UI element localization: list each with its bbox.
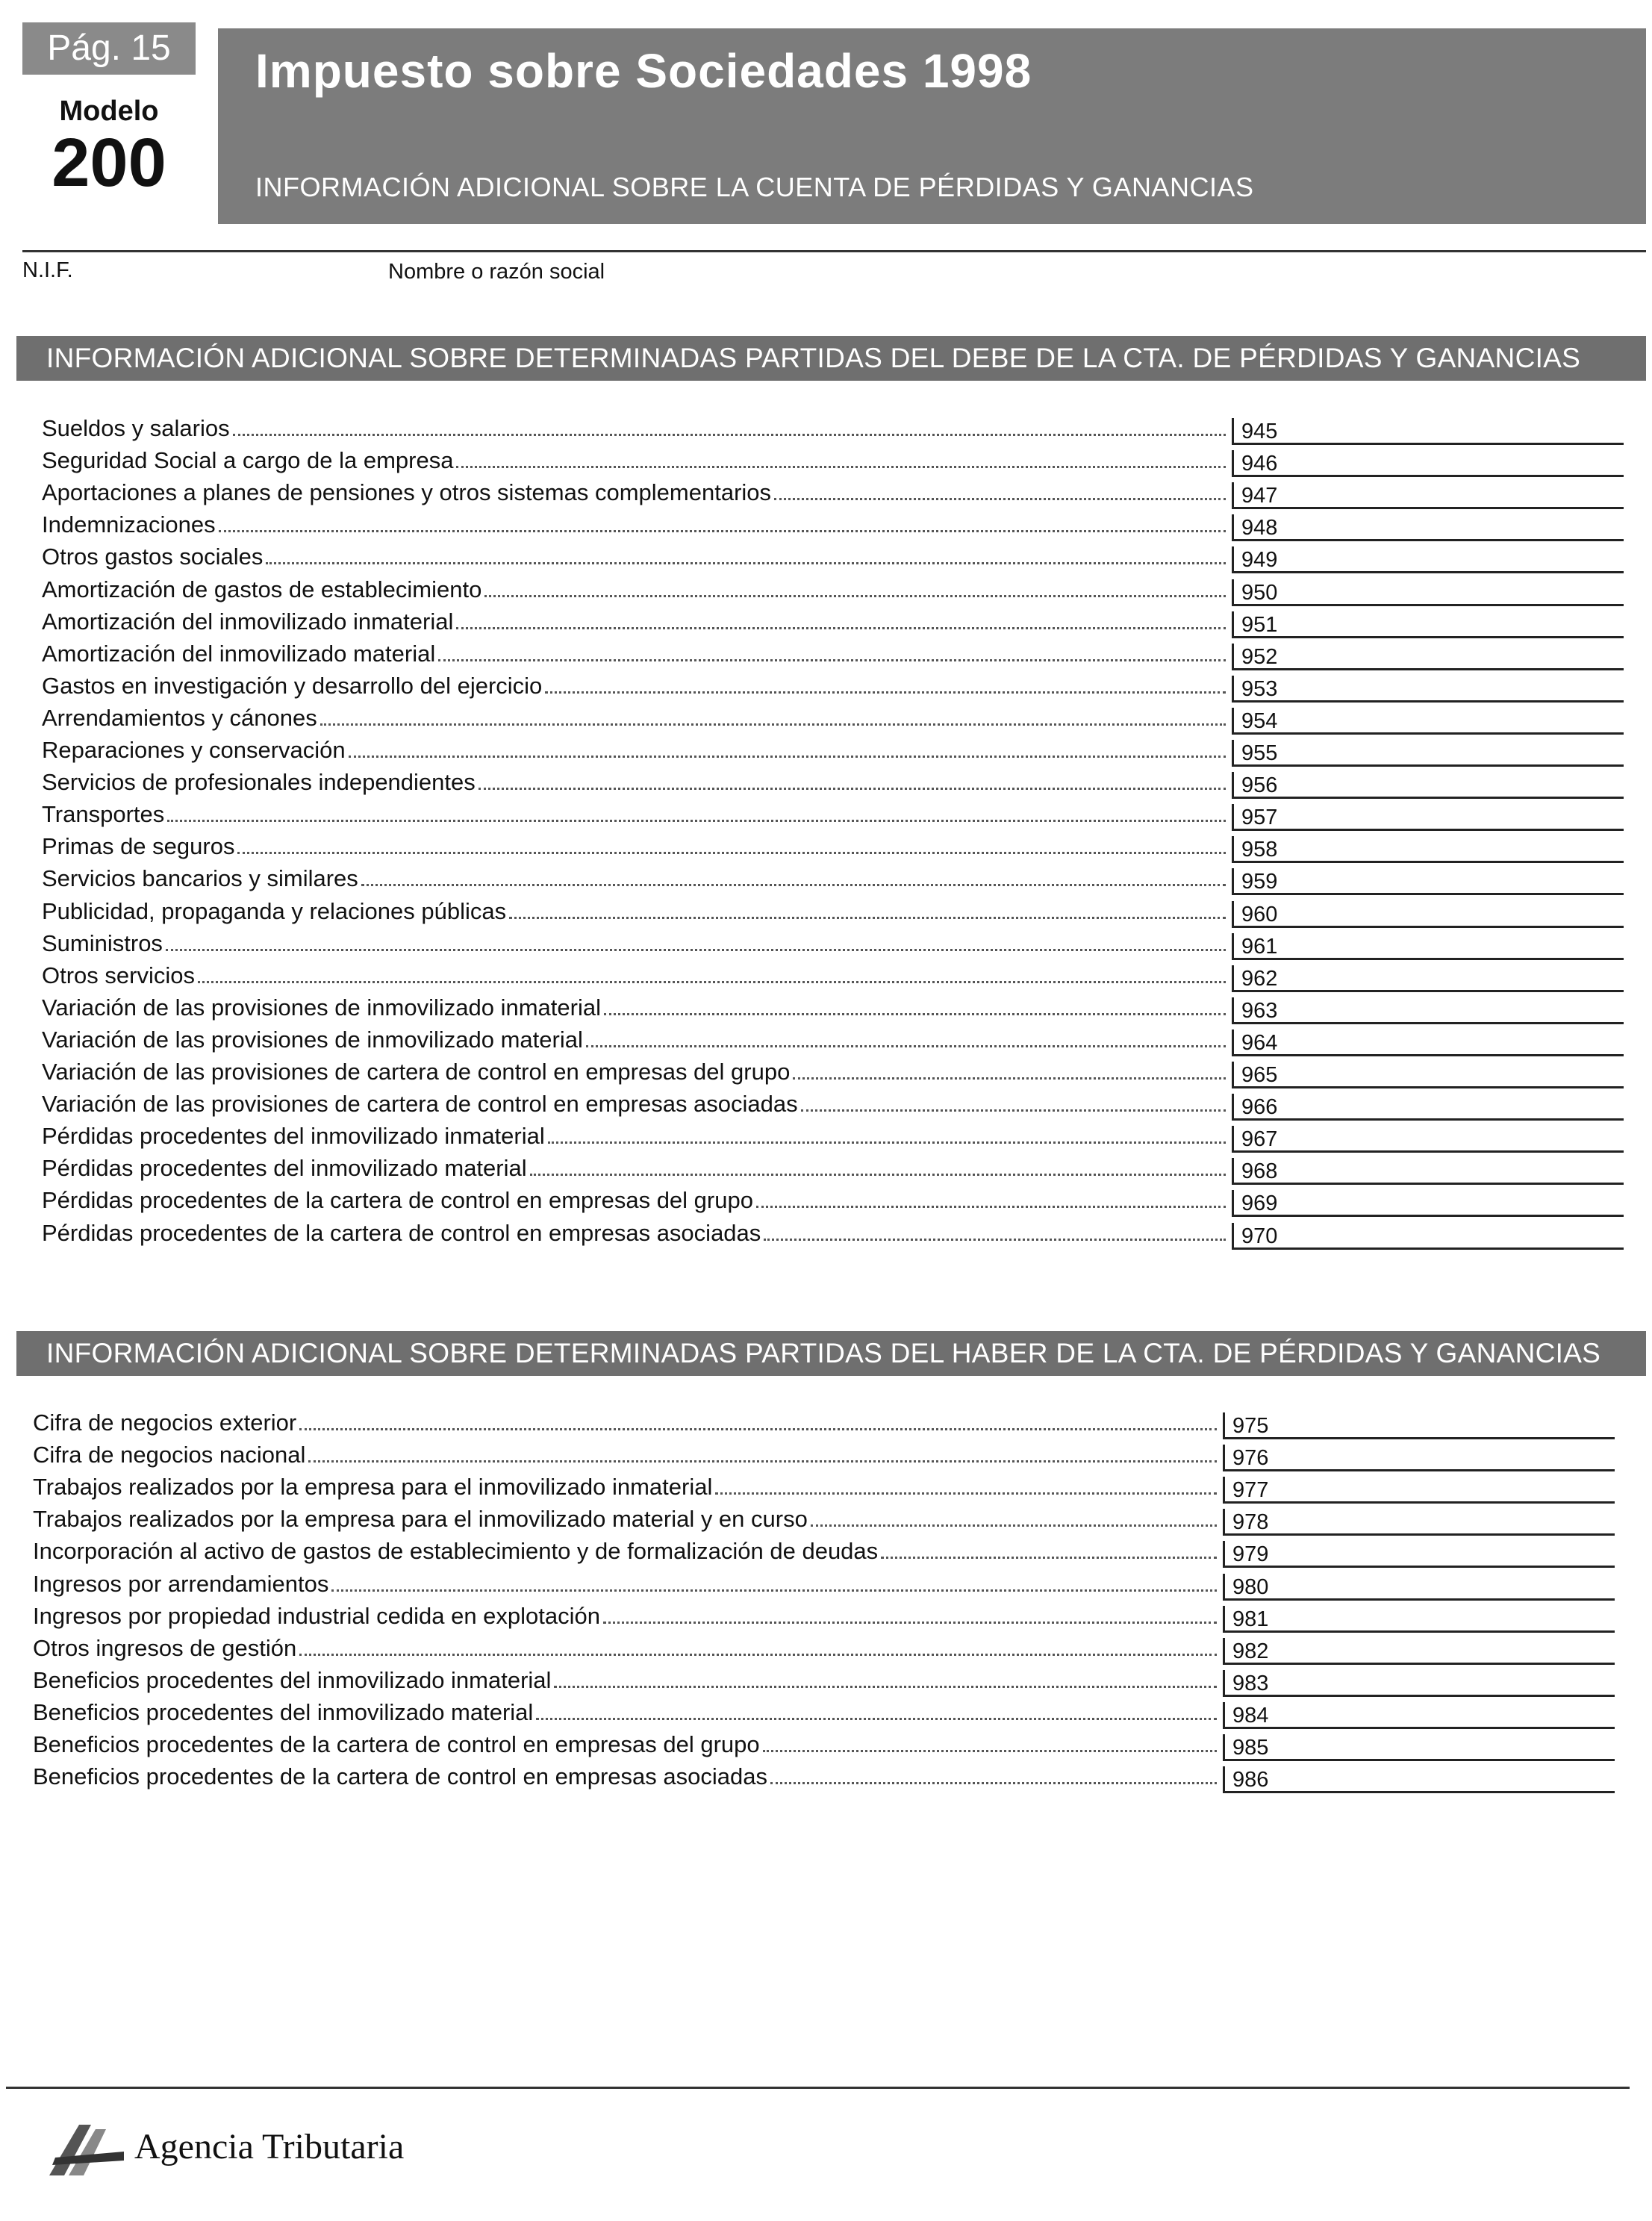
row-label [33,1603,1217,1630]
haber-section-header: INFORMACIÓN ADICIONAL SOBRE DETERMINADAS PARTIDAS DEL HABER DE LA CTA. DE PÉRDIDAS Y GANANCIAS [16,1331,1646,1376]
box-code: 952 [1241,644,1278,669]
box-code: 968 [1241,1159,1278,1184]
row-label [42,962,1226,989]
amount-field-977[interactable] [1223,1477,1615,1504]
row-label-text: Indemnizaciones [42,511,216,538]
amount-field-981[interactable] [1223,1606,1615,1633]
nif-field[interactable]: N.I.F. [22,258,73,282]
row-label-text: Beneficios procedentes del inmovilizado inmaterial [33,1666,552,1693]
form-row-965 [42,1056,1624,1088]
footer-divider [6,2087,1630,2089]
row-label-text: Seguridad Social a cargo de la empresa [42,447,454,474]
amount-field-983[interactable] [1223,1670,1615,1697]
form-row-959 [42,862,1624,894]
dot-leader [166,930,1226,951]
form-row-983 [33,1664,1615,1696]
box-code: 965 [1241,1063,1278,1087]
row-label-text: Servicios de profesionales independientes [42,769,476,796]
dot-leader [801,1091,1226,1112]
row-label [42,641,1226,667]
row-label-text: Publicidad, propaganda y relaciones públicas [42,897,507,924]
box-code: 984 [1232,1703,1269,1728]
dot-leader [237,833,1226,854]
amount-field-951[interactable] [1232,611,1624,638]
box-code: 949 [1241,548,1278,573]
dot-leader [881,1538,1217,1559]
row-label-text: Beneficios procedentes de la cartera de control en empresas asociadas [33,1763,767,1790]
row-label [42,898,1226,925]
amount-field-966[interactable] [1232,1094,1624,1121]
identification-row [22,250,1646,295]
dot-leader [219,511,1226,532]
dot-leader [299,1635,1217,1656]
box-code: 950 [1241,580,1278,605]
amount-field-957[interactable] [1232,804,1624,831]
box-code: 981 [1232,1607,1269,1631]
row-label [42,576,1226,603]
amount-field-962[interactable] [1232,965,1624,992]
dot-leader [603,1603,1217,1624]
amount-field-947[interactable] [1232,482,1624,509]
dot-leader [536,1699,1217,1720]
dot-leader [770,1763,1217,1784]
row-label-text: Cifra de negocios nacional [33,1442,306,1468]
form-row-975 [33,1407,1615,1439]
row-label [33,1699,1217,1726]
box-code: 963 [1241,998,1278,1023]
modelo-label: Modelo [59,96,159,127]
box-code: 979 [1232,1542,1269,1567]
box-code: 957 [1241,806,1278,830]
form-row-945 [42,412,1624,444]
dot-leader [349,737,1226,758]
form-row-966 [42,1088,1624,1120]
form-row-964 [42,1024,1624,1056]
dot-leader [266,543,1226,564]
form-row-953 [42,670,1624,702]
form-row-952 [42,638,1624,670]
row-label [42,673,1226,700]
row-label [42,543,1226,570]
row-label [42,1123,1226,1150]
box-code: 969 [1241,1192,1278,1216]
form-row-951 [42,605,1624,638]
box-code: 946 [1241,452,1278,476]
dot-leader [479,769,1226,790]
dot-leader [763,1731,1217,1752]
row-label [42,705,1226,732]
box-code: 975 [1232,1414,1269,1438]
dot-leader [198,962,1226,983]
dot-leader [545,673,1226,694]
amount-field-949[interactable] [1232,546,1624,573]
amount-field-967[interactable] [1232,1126,1624,1153]
box-code: 947 [1241,484,1278,508]
row-label [33,1667,1217,1694]
amount-field-986[interactable] [1223,1766,1615,1793]
amount-field-985[interactable] [1223,1734,1615,1761]
form-row-980 [33,1568,1615,1600]
modelo-number: 200 [52,125,166,201]
box-code: 958 [1241,838,1278,862]
row-label-text: Ingresos por propiedad industrial cedida en explotación [33,1602,600,1629]
row-label [33,1538,1217,1565]
amount-field-984[interactable] [1223,1702,1615,1729]
box-code: 960 [1241,902,1278,926]
row-label [42,479,1226,506]
amount-field-982[interactable] [1223,1638,1615,1665]
dot-leader [299,1409,1217,1430]
box-code: 982 [1232,1639,1269,1663]
row-label [42,608,1226,635]
form-row-978 [33,1503,1615,1535]
form-row-963 [42,991,1624,1024]
row-label-text: Variación de las provisiones de cartera de control en empresas del grupo [42,1059,791,1085]
amount-field-965[interactable] [1232,1062,1624,1088]
row-label-text: Otros gastos sociales [42,543,264,570]
amount-field-979[interactable] [1223,1541,1615,1568]
dot-leader [308,1442,1217,1463]
debe-section-header: INFORMACIÓN ADICIONAL SOBRE DETERMINADAS PARTIDAS DEL DEBE DE LA CTA. DE PÉRDIDAS Y GANANCIAS [16,336,1646,381]
amount-field-970[interactable] [1232,1223,1624,1250]
row-label-text: Otros ingresos de gestión [33,1634,297,1661]
row-label [33,1635,1217,1662]
row-label [42,1187,1226,1214]
row-label-text: Ingresos por arrendamientos [33,1570,329,1597]
company-name-field[interactable]: Nombre o razón social [388,260,605,284]
box-code: 980 [1232,1574,1269,1599]
row-label [33,1731,1217,1758]
form-row-968 [42,1152,1624,1184]
dot-leader [233,415,1226,436]
amount-field-946[interactable] [1232,450,1624,477]
row-label-text: Pérdidas procedentes del inmovilizado material [42,1155,527,1182]
box-code: 985 [1232,1736,1269,1760]
row-label [33,1474,1217,1501]
dot-leader [793,1059,1226,1080]
page-number-badge: Pág. 15 [22,22,196,75]
row-label-text: Pérdidas procedentes de la cartera de control en empresas del grupo [42,1187,753,1214]
amount-field-950[interactable] [1232,579,1624,606]
dot-leader [554,1667,1217,1688]
box-code: 956 [1241,773,1278,798]
dot-leader [715,1474,1217,1495]
amount-field-961[interactable] [1232,933,1624,960]
header-band [218,28,1646,224]
row-label [42,415,1226,442]
row-label-text: Primas de seguros [42,833,235,860]
form-row-967 [42,1120,1624,1152]
row-label [33,1763,1217,1790]
amount-field-978[interactable] [1223,1509,1615,1536]
amount-field-953[interactable] [1232,676,1624,703]
row-label-text: Incorporación al activo de gastos de establecimiento y de formalización de deudas [33,1538,879,1565]
form-row-976 [33,1439,1615,1471]
amount-field-956[interactable] [1232,772,1624,799]
row-label [33,1442,1217,1468]
row-label-text: Cifra de negocios exterior [33,1409,297,1436]
amount-field-960[interactable] [1232,901,1624,928]
box-code: 978 [1232,1510,1269,1535]
row-label [42,1220,1226,1247]
box-code: 954 [1241,708,1278,733]
box-code: 945 [1241,420,1278,443]
dot-leader [548,1123,1226,1144]
row-label [42,1091,1226,1118]
dot-leader [586,1027,1226,1047]
agency-name: Agencia Tributaria [134,2127,405,2167]
row-label [33,1571,1217,1598]
amount-field-964[interactable] [1232,1029,1624,1056]
box-code: 961 [1241,934,1278,959]
dot-leader [320,705,1226,726]
form-row-984 [33,1696,1615,1728]
form-row-946 [42,444,1624,476]
dot-leader [811,1506,1217,1527]
page-subtitle: INFORMACIÓN ADICIONAL SOBRE LA CUENTA DE PÉRDIDAS Y GANANCIAS [255,172,1254,202]
row-label-text: Variación de las provisiones de inmovilizado material [42,1026,583,1053]
dot-leader [530,1155,1226,1176]
row-label-text: Suministros [42,929,163,956]
row-label-text: Amortización de gastos de establecimiento [42,576,482,602]
amount-field-975[interactable] [1223,1412,1615,1439]
dot-leader [774,479,1226,500]
row-label-text: Variación de las provisiones de cartera de control en empresas asociadas [42,1091,798,1118]
form-row-954 [42,702,1624,734]
row-label-text: Beneficios procedentes del inmovilizado material [33,1698,534,1725]
box-code: 948 [1241,516,1278,541]
box-code: 986 [1232,1768,1269,1792]
row-label-text: Amortización del inmovilizado inmaterial [42,608,454,635]
row-label [42,447,1226,474]
row-label-text: Pérdidas procedentes del inmovilizado inmaterial [42,1123,545,1150]
form-row-950 [42,573,1624,605]
page-title: Impuesto sobre Sociedades 1998 [255,44,1032,98]
row-label-text: Pérdidas procedentes de la cartera de control en empresas asociadas [42,1219,761,1246]
amount-field-963[interactable] [1232,997,1624,1024]
dot-leader [167,801,1226,822]
form-row-958 [42,830,1624,862]
dot-leader [604,994,1226,1015]
dot-leader [484,576,1226,597]
form-row-961 [42,927,1624,959]
row-label [42,930,1226,957]
amount-field-958[interactable] [1232,836,1624,863]
amount-field-980[interactable] [1223,1574,1615,1601]
dot-leader [438,641,1226,661]
row-label [42,801,1226,828]
form-row-949 [42,541,1624,573]
agencia-tributaria-logo-icon [46,2119,127,2178]
amount-field-969[interactable] [1232,1190,1624,1217]
form-row-982 [33,1632,1615,1664]
row-label [42,833,1226,860]
amount-field-968[interactable] [1232,1158,1624,1185]
row-label [33,1409,1217,1436]
form-row-960 [42,895,1624,927]
box-code: 953 [1241,676,1278,701]
amount-field-976[interactable] [1223,1445,1615,1471]
box-code: 966 [1241,1095,1278,1120]
row-label [42,1155,1226,1182]
row-label [42,769,1226,796]
form-row-981 [33,1600,1615,1632]
row-label-text: Beneficios procedentes de la cartera de control en empresas del grupo [33,1731,760,1757]
dot-leader [361,865,1226,886]
form-row-955 [42,734,1624,766]
dot-leader [331,1571,1217,1592]
box-code: 955 [1241,741,1278,765]
form-row-962 [42,959,1624,991]
row-label [33,1506,1217,1533]
row-label-text: Arrendamientos y cánones [42,704,317,731]
box-code: 977 [1232,1478,1269,1503]
row-label-text: Amortización del inmovilizado material [42,640,436,667]
row-label-text: Variación de las provisiones de inmovilizado inmaterial [42,994,601,1021]
row-label [42,994,1226,1021]
box-code: 970 [1241,1224,1278,1248]
row-label [42,511,1226,538]
box-code: 964 [1241,1030,1278,1055]
amount-field-959[interactable] [1232,868,1624,895]
dot-leader [509,898,1226,919]
dot-leader [456,447,1226,468]
amount-field-945[interactable] [1232,418,1624,445]
form-row-948 [42,508,1624,541]
form-row-986 [33,1760,1615,1792]
row-label-text: Servicios bancarios y similares [42,865,358,892]
form-row-977 [33,1471,1615,1503]
row-label-text: Reparaciones y conservación [42,737,346,763]
form-row-969 [42,1184,1624,1216]
row-label-text: Otros servicios [42,962,195,988]
amount-field-948[interactable] [1232,514,1624,541]
row-label [42,737,1226,764]
dot-leader [764,1220,1226,1241]
row-label-text: Sueldos y salarios [42,415,230,441]
row-label [42,865,1226,892]
form-row-956 [42,766,1624,798]
amount-field-954[interactable] [1232,708,1624,735]
amount-field-955[interactable] [1232,740,1624,767]
box-code: 983 [1232,1671,1269,1695]
row-label [42,1027,1226,1053]
row-label-text: Aportaciones a planes de pensiones y otros sistemas complementarios [42,479,772,506]
box-code: 962 [1241,966,1278,991]
amount-field-952[interactable] [1232,644,1624,670]
box-code: 976 [1232,1446,1269,1471]
form-row-979 [33,1535,1615,1567]
form-row-947 [42,476,1624,508]
row-label [42,1059,1226,1085]
box-code: 959 [1241,870,1278,894]
row-label-text: Trabajos realizados por la empresa para el inmovilizado material y en curso [33,1506,808,1533]
form-row-970 [42,1217,1624,1249]
form-row-985 [33,1728,1615,1760]
dot-leader [756,1187,1226,1208]
row-label-text: Trabajos realizados por la empresa para el inmovilizado inmaterial [33,1474,713,1501]
box-code: 951 [1241,612,1278,637]
row-label-text: Gastos en investigación y desarrollo del ejercicio [42,672,543,699]
box-code: 967 [1241,1127,1278,1152]
form-row-957 [42,798,1624,830]
row-label-text: Transportes [42,801,165,828]
dot-leader [456,608,1226,629]
